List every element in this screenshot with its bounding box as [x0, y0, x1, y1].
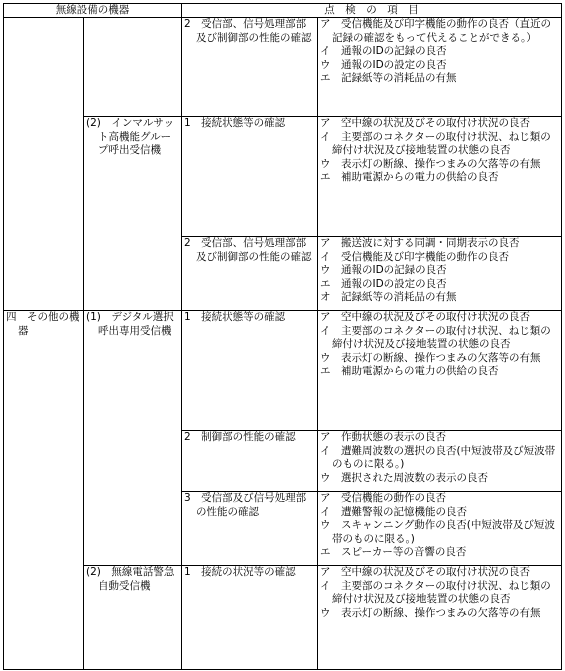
list-item: ウ 表示灯の断線、操作つまみの欠落等の有無	[320, 351, 541, 364]
table-row	[4, 311, 562, 431]
list-item: ウ 通報のIDの設定の良否	[320, 58, 447, 71]
inspection-section-cell	[182, 117, 318, 237]
equipment-name-label: (1) デジタル選択呼出専用受信機	[86, 311, 174, 337]
inspection-section-label: 1 接続の状況等の確認	[184, 566, 296, 579]
equipment-category-cell	[4, 311, 84, 670]
inspection-section-label: 2 受信部、信号処理部部及び制御部の性能の確認	[184, 18, 312, 44]
list-item: イ 主要部のコネクターの取付け状況、ねじ類の締付け状況及び接地装置の状態の良否	[320, 579, 551, 606]
list-item: ウ 表示灯の断線、操作つまみの欠落等の有無	[320, 606, 541, 619]
inspection-items-cell	[318, 566, 562, 670]
equipment-category-cell	[4, 18, 84, 311]
inspection-section-label: 3 受信部及び信号処理部の性能の確認	[184, 492, 307, 518]
list-item: エ スピーカー等の音響の良否	[320, 546, 467, 559]
header-row	[4, 4, 562, 18]
inspection-items-cell	[318, 492, 562, 566]
inspection-section-cell	[182, 431, 318, 492]
list-item: ア 空中線の状況及びその取付け状況の良否	[320, 311, 530, 324]
table-row	[4, 566, 562, 670]
list-item: ウ 選択された周波数の表示の良否	[320, 471, 488, 484]
list-item: ア 空中線の状況及びその取付け状況の良否	[320, 117, 530, 130]
header-equipment: 無線設備の機器	[4, 4, 182, 18]
list-item: ウ 通報のIDの記録の良否	[320, 264, 447, 277]
list-item: エ 通報のIDの設定の良否	[320, 277, 447, 290]
inspection-section-label: 1 接続状態等の確認	[184, 117, 286, 130]
list-item: イ 遭難周波数の選択の良否(中短波帯及び短波帯のものに限る。)	[320, 444, 556, 471]
inspection-items-cell	[318, 431, 562, 492]
inspection-section-cell	[182, 492, 318, 566]
inspection-items-cell	[318, 117, 562, 237]
inspection-items-cell	[318, 18, 562, 117]
inspection-items-cell	[318, 311, 562, 431]
inspection-section-cell	[182, 566, 318, 670]
list-item: イ 受信機能及び印字機能の動作の良否	[320, 250, 509, 263]
list-item: ア 作動状態の表示の良否	[320, 431, 446, 444]
equipment-name-cell	[84, 117, 182, 311]
inspection-section-cell	[182, 237, 318, 311]
list-item: ウ スキャンニング動作の良否(中短波帯及び短波帯のものに限る。)	[320, 519, 555, 545]
table-row	[4, 117, 562, 237]
equipment-category-label: 四 その他の機器	[6, 311, 80, 337]
equipment-name-cell	[84, 311, 182, 566]
inspection-table	[3, 3, 562, 670]
inspection-section-label: 2 受信部、信号処理部部及び制御部の性能の確認	[184, 237, 312, 263]
list-item: イ 主要部のコネクターの取付け状況、ねじ類の締付け状況及び接地装置の状態の良否	[320, 324, 551, 351]
inspection-section-cell	[182, 18, 318, 117]
inspection-section-label: 1 接続状態等の確認	[184, 311, 286, 324]
equipment-name-label: (2) 無線電話警急自動受信機	[86, 566, 175, 592]
list-item: エ 補助電源からの電力の供給の良否	[320, 365, 499, 378]
inspection-section-label: 2 制御部の性能の確認	[184, 431, 296, 444]
list-item: ア 受信機能及び印字機能の動作の良否（直近の記録の確認をもって代えることができる。）	[320, 18, 551, 44]
inspection-section-cell	[182, 311, 318, 431]
list-item: ウ 表示灯の断線、操作つまみの欠落等の有無	[320, 157, 541, 170]
list-item: イ 主要部のコネクターの取付け状況、ねじ類の締付け状況及び接地装置の状態の良否	[320, 130, 551, 157]
equipment-name-cell	[84, 18, 182, 117]
list-item: オ 記録紙等の消耗品の有無	[320, 291, 457, 304]
inspection-items-cell	[318, 237, 562, 311]
list-item: ア 空中線の状況及びその取付け状況の良否	[320, 566, 530, 579]
table-row	[4, 18, 562, 117]
list-item: エ 補助電源からの電力の供給の良否	[320, 171, 499, 184]
list-item: イ 通報のIDの記録の良否	[320, 45, 447, 58]
equipment-name-cell	[84, 566, 182, 670]
list-item: ア 搬送波に対する同調・同期表示の良否	[320, 237, 520, 250]
equipment-name-label: (2) インマルサット高機能グループ呼出受信機	[86, 117, 175, 157]
list-item: エ 記録紙等の消耗品の有無	[320, 72, 457, 85]
header-inspection: 点 検 の 項 目	[182, 4, 562, 18]
list-item: イ 遭難警報の記憶機能の良否	[320, 505, 467, 518]
list-item: ア 受信機能の動作の良否	[320, 492, 446, 505]
